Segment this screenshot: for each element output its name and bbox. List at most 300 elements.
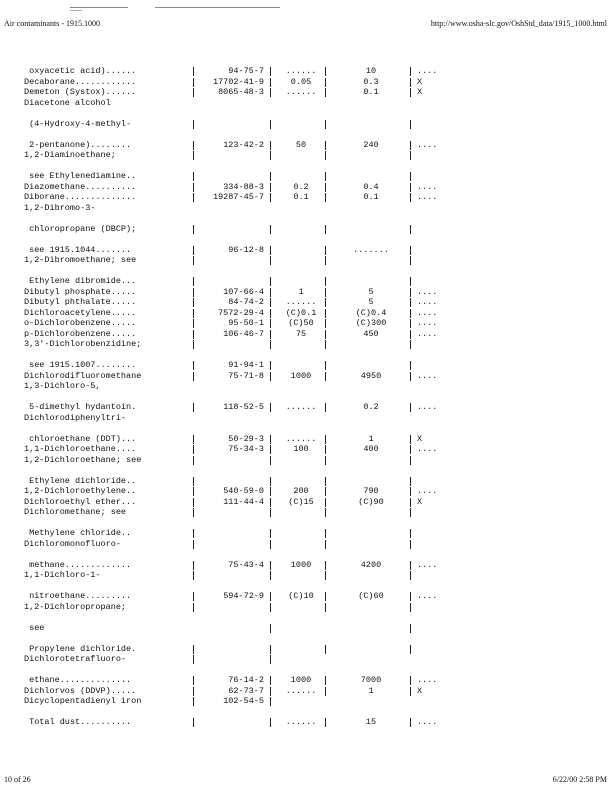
row-cas-number: 19287-45-7	[212, 192, 264, 202]
row-skin-designation: ....	[417, 370, 438, 381]
column-rule	[410, 88, 411, 97]
column-rule	[193, 445, 194, 454]
column-rule	[325, 183, 326, 192]
column-rule	[325, 592, 326, 601]
table-row	[0, 339, 611, 349]
row-name: Dichloromethane; see	[24, 507, 127, 517]
column-rule	[270, 361, 271, 370]
row-mg-per-m3: 0.2	[363, 402, 379, 412]
table-row	[0, 602, 611, 612]
row-ppm: ......	[285, 66, 317, 76]
print-datetime: 6/22/00 2:58 PM	[552, 775, 607, 784]
column-rule	[410, 172, 411, 181]
column-rule	[193, 330, 194, 339]
column-rule	[193, 687, 194, 696]
row-name: (4-Hydroxy-4-methyl-	[24, 118, 132, 129]
table-row	[0, 696, 611, 706]
table-row	[0, 203, 611, 213]
table-row	[0, 591, 611, 601]
row-cas-number: 123-42-2	[223, 139, 264, 150]
row-name: see Ethylenediamine..	[24, 171, 137, 181]
column-rule	[193, 435, 194, 444]
row-cas-number: 91-94-1	[228, 360, 264, 370]
row-cas-number: 95-50-1	[228, 318, 264, 328]
column-rule	[270, 277, 271, 286]
row-name: 5-dimethyl hydantoin.	[24, 402, 137, 412]
row-cas-number: 118-52-5	[223, 402, 264, 412]
row-cas-number: 334-88-3	[223, 181, 264, 192]
column-rule	[270, 508, 271, 517]
column-rule	[325, 676, 326, 685]
page-url: http://www.osha-slc.gov/OshStd_data/1915_1000.html	[430, 19, 607, 28]
table-row	[0, 444, 611, 454]
row-cas-number: 75-34-3	[228, 444, 264, 454]
row-mg-per-m3: 1	[368, 685, 374, 696]
column-rule	[410, 372, 411, 381]
column-rule	[193, 120, 194, 129]
column-rule	[193, 676, 194, 685]
column-rule	[325, 246, 326, 255]
column-rule	[193, 477, 194, 486]
row-mg-per-m3: 0.1	[363, 87, 379, 97]
table-row	[0, 717, 611, 727]
row-ppm: 0.1	[293, 192, 309, 202]
column-rule	[270, 372, 271, 381]
column-rule	[270, 256, 271, 265]
table-row	[0, 623, 611, 633]
column-rule	[193, 78, 194, 87]
row-mg-per-m3: 0.1	[363, 192, 379, 202]
table-row	[0, 276, 611, 286]
row-name: Dibutyl phosphate.....	[24, 286, 137, 297]
column-rule	[410, 78, 411, 87]
row-cas-number: 17702-41-9	[212, 76, 264, 87]
table-row	[0, 707, 611, 717]
row-name: Methylene chloride..	[24, 528, 132, 538]
row-ppm: ......	[285, 297, 317, 307]
column-rule	[410, 508, 411, 517]
table-row	[0, 224, 611, 234]
column-rule	[325, 141, 326, 150]
column-rule	[193, 529, 194, 538]
row-cas-number: 540-59-0	[223, 486, 264, 496]
row-cas-number: 96-12-8	[228, 244, 264, 255]
column-rule	[410, 330, 411, 339]
row-skin-designation: ....	[417, 444, 438, 454]
column-rule	[193, 309, 194, 318]
row-skin-designation: ....	[417, 486, 438, 496]
row-ppm: 1	[298, 286, 304, 297]
table-row	[0, 675, 611, 685]
column-rule	[193, 298, 194, 307]
row-ppm: ......	[285, 685, 317, 696]
column-rule	[270, 592, 271, 601]
column-rule	[410, 256, 411, 265]
row-ppm: ......	[285, 87, 317, 97]
row-name: 1,2-Dichloroethane; see	[24, 454, 142, 465]
table-row	[0, 255, 611, 265]
table-row	[0, 413, 611, 423]
column-rule	[325, 309, 326, 318]
row-cas-number: 75-43-4	[228, 559, 264, 570]
column-rule	[270, 718, 271, 727]
column-rule	[270, 246, 271, 255]
table-row	[0, 98, 611, 108]
row-skin-designation: ....	[417, 318, 438, 328]
column-rule	[193, 246, 194, 255]
row-name: methane.............	[24, 559, 132, 570]
column-rule	[410, 183, 411, 192]
column-rule	[325, 498, 326, 507]
column-rule	[325, 225, 326, 234]
table-row	[0, 234, 611, 244]
row-name: 1,1-Dichloroethane....	[24, 444, 137, 454]
table-row	[0, 539, 611, 549]
row-cas-number: 75-71-8	[228, 370, 264, 381]
column-rule	[193, 288, 194, 297]
column-rule	[270, 445, 271, 454]
column-rule	[193, 592, 194, 601]
row-skin-designation: X	[417, 76, 423, 87]
column-rule	[193, 151, 194, 160]
row-skin-designation: ....	[417, 591, 438, 601]
column-rule	[193, 88, 194, 97]
column-rule	[270, 456, 271, 465]
row-cas-number: 62-73-7	[228, 685, 264, 696]
table-row	[0, 287, 611, 297]
row-ppm: ......	[285, 433, 317, 444]
row-ppm: 75	[295, 328, 307, 339]
column-rule	[193, 225, 194, 234]
table-row	[0, 77, 611, 87]
row-mg-per-m3: 15	[365, 717, 377, 727]
row-cas-number: 106-46-7	[223, 328, 264, 339]
column-rule	[270, 624, 271, 633]
column-rule	[325, 88, 326, 97]
row-cas-number: 8065-48-3	[218, 87, 264, 97]
table-row	[0, 423, 611, 433]
table-row	[0, 318, 611, 328]
table-row	[0, 486, 611, 496]
column-rule	[193, 456, 194, 465]
row-ppm: 50	[295, 139, 307, 150]
table-row	[0, 644, 611, 654]
column-rule	[410, 319, 411, 328]
row-mg-per-m3: 5	[368, 286, 374, 297]
column-rule	[410, 456, 411, 465]
row-skin-designation: X	[417, 87, 423, 97]
column-rule	[325, 67, 326, 76]
row-cas-number: 94-75-7	[228, 66, 264, 76]
column-rule	[270, 141, 271, 150]
row-mg-per-m3: (C)0.4	[355, 307, 387, 318]
column-rule	[270, 655, 271, 664]
column-rule	[270, 676, 271, 685]
row-name: oxyacetic acid)......	[24, 66, 137, 76]
row-ppm: 0.05	[290, 76, 312, 87]
row-name: Propylene dichloride.	[24, 643, 137, 654]
column-rule	[270, 309, 271, 318]
table-row	[0, 297, 611, 307]
column-rule	[410, 498, 411, 507]
column-rule	[193, 277, 194, 286]
column-rule	[270, 603, 271, 612]
table-row	[0, 392, 611, 402]
row-name: Ethylene dibromide...	[24, 276, 137, 286]
row-mg-per-m3: 1	[368, 433, 374, 444]
page-number: 10 of 26	[4, 775, 31, 784]
row-ppm: (C)15	[288, 496, 314, 507]
column-rule	[270, 687, 271, 696]
row-ppm: 1000	[290, 370, 312, 381]
table-row	[0, 476, 611, 486]
column-rule	[270, 477, 271, 486]
row-mg-per-m3: 790	[363, 486, 379, 496]
table-row	[0, 329, 611, 339]
column-rule	[325, 78, 326, 87]
column-rule	[270, 78, 271, 87]
column-rule	[193, 361, 194, 370]
column-rule	[410, 676, 411, 685]
row-mg-per-m3: (C)300	[355, 318, 387, 328]
column-rule	[410, 246, 411, 255]
table-row	[0, 87, 611, 97]
row-name: chloroethane (DDT)...	[24, 433, 137, 444]
row-mg-per-m3: (C)90	[358, 496, 384, 507]
row-skin-designation: ....	[417, 675, 438, 685]
column-rule	[193, 697, 194, 706]
row-cas-number: 111-44-4	[223, 496, 264, 507]
column-rule	[410, 718, 411, 727]
row-name: Dibutyl phthalate.....	[24, 297, 137, 307]
table-row	[0, 633, 611, 643]
table-row	[0, 192, 611, 202]
column-rule	[325, 645, 326, 654]
row-name: Diazomethane..........	[24, 181, 137, 192]
table-row	[0, 434, 611, 444]
table-row	[0, 612, 611, 622]
column-rule	[270, 319, 271, 328]
row-mg-per-m3: 5	[368, 297, 374, 307]
column-rule	[325, 508, 326, 517]
row-name: 1,1-Dichloro-1-	[24, 570, 101, 580]
column-rule	[270, 571, 271, 580]
column-rule	[270, 298, 271, 307]
column-rule	[325, 435, 326, 444]
column-rule	[325, 456, 326, 465]
column-rule	[410, 571, 411, 580]
column-rule	[410, 403, 411, 412]
row-ppm: 1000	[290, 675, 312, 685]
column-rule	[410, 435, 411, 444]
row-ppm: 100	[293, 444, 309, 454]
row-name: see	[24, 622, 45, 633]
table-row	[0, 129, 611, 139]
row-skin-designation: X	[417, 496, 423, 507]
row-ppm: (C)0.1	[285, 307, 317, 318]
row-name: see 1915.1007........	[24, 360, 137, 370]
column-rule	[410, 288, 411, 297]
table-row	[0, 182, 611, 192]
row-name: 1,3-Dichloro-5,	[24, 381, 101, 391]
row-name: see 1915.1044.......	[24, 244, 132, 255]
column-rule	[193, 340, 194, 349]
row-mg-per-m3: 450	[363, 328, 379, 339]
table-row	[0, 150, 611, 160]
row-cas-number: 102-54-5	[223, 696, 264, 706]
column-rule	[270, 403, 271, 412]
row-name: Demeton (Systox)......	[24, 87, 137, 97]
column-rule	[325, 172, 326, 181]
row-mg-per-m3: 4950	[360, 370, 382, 381]
table-row	[0, 402, 611, 412]
table-row	[0, 108, 611, 118]
row-cas-number: 76-14-2	[228, 675, 264, 685]
table-row	[0, 665, 611, 675]
row-mg-per-m3: 400	[363, 444, 379, 454]
column-rule	[325, 256, 326, 265]
column-rule	[410, 487, 411, 496]
column-rule	[270, 67, 271, 76]
row-cas-number: 84-74-2	[228, 297, 264, 307]
column-rule	[325, 319, 326, 328]
row-name: Dichlorotetrafluoro-	[24, 654, 127, 664]
column-rule	[325, 718, 326, 727]
column-rule	[410, 477, 411, 486]
column-rule	[325, 340, 326, 349]
row-cas-number: 107-66-4	[223, 286, 264, 297]
column-rule	[410, 141, 411, 150]
column-rule	[410, 340, 411, 349]
row-name: Total dust..........	[24, 717, 132, 727]
row-ppm: 200	[293, 486, 309, 496]
column-rule	[325, 120, 326, 129]
column-rule	[270, 498, 271, 507]
row-name: chloropropane (DBCP);	[24, 223, 137, 234]
column-rule	[193, 256, 194, 265]
row-skin-designation: ....	[417, 717, 438, 727]
column-rule	[270, 340, 271, 349]
row-skin-designation: ....	[417, 181, 438, 192]
column-rule	[270, 172, 271, 181]
column-rule	[270, 487, 271, 496]
row-mg-per-m3: 0.4	[363, 181, 379, 192]
column-rule	[270, 435, 271, 444]
column-rule	[325, 151, 326, 160]
row-ppm: 0.2	[293, 181, 309, 192]
row-name: Dichloroacetylene.....	[24, 307, 137, 318]
column-rule	[410, 445, 411, 454]
column-rule	[270, 529, 271, 538]
column-rule	[325, 540, 326, 549]
table-row	[0, 518, 611, 528]
table-row	[0, 360, 611, 370]
row-ppm: ......	[285, 717, 317, 727]
column-rule	[410, 603, 411, 612]
column-rule	[270, 193, 271, 202]
table-row	[0, 455, 611, 465]
table-row	[0, 213, 611, 223]
row-skin-designation: ....	[417, 402, 438, 412]
table-row	[0, 570, 611, 580]
table-row	[0, 560, 611, 570]
row-name: Dichlorodiphenyltri-	[24, 412, 127, 423]
row-name: o-Dichlorobenzene.....	[24, 318, 137, 328]
table-row	[0, 140, 611, 150]
row-name: p-Dichlorobenzene.....	[24, 328, 137, 339]
column-rule	[270, 288, 271, 297]
table-row	[0, 654, 611, 664]
column-rule	[325, 277, 326, 286]
table-row	[0, 161, 611, 171]
column-rule	[193, 193, 194, 202]
row-skin-designation: X	[417, 685, 423, 696]
row-cas-number: 50-29-3	[228, 433, 264, 444]
column-rule	[193, 183, 194, 192]
column-rule	[410, 645, 411, 654]
row-skin-designation: ....	[417, 139, 438, 150]
row-mg-per-m3: .......	[353, 244, 389, 255]
row-ppm: ......	[285, 402, 317, 412]
column-rule	[410, 193, 411, 202]
row-name: Decaborane............	[24, 76, 137, 87]
table-row	[0, 308, 611, 318]
column-rule	[193, 603, 194, 612]
row-name: ethane..............	[24, 675, 132, 685]
column-rule	[193, 487, 194, 496]
column-rule	[193, 319, 194, 328]
column-rule	[193, 561, 194, 570]
column-rule	[270, 225, 271, 234]
column-rule	[270, 697, 271, 706]
row-mg-per-m3: (C)60	[358, 591, 384, 601]
table-row	[0, 381, 611, 391]
row-name: Dichloromonofluoro-	[24, 538, 121, 549]
column-rule	[270, 330, 271, 339]
column-rule	[193, 645, 194, 654]
row-name: Diborane..............	[24, 192, 137, 202]
column-rule	[325, 529, 326, 538]
row-ppm: (C)50	[288, 318, 314, 328]
column-rule	[410, 361, 411, 370]
table-row	[0, 686, 611, 696]
column-rule	[193, 655, 194, 664]
row-name: Diacetone alcohol	[24, 97, 111, 108]
column-rule	[325, 571, 326, 580]
page-title: Air contaminants - 1915.1000	[4, 19, 100, 28]
row-skin-designation: ....	[417, 297, 438, 307]
column-rule	[325, 361, 326, 370]
table-row	[0, 66, 611, 76]
column-rule	[325, 561, 326, 570]
column-rule	[410, 151, 411, 160]
table-row	[0, 350, 611, 360]
row-name: 1,2-Dichloroethylene..	[24, 486, 137, 496]
column-rule	[193, 403, 194, 412]
table-row	[0, 245, 611, 255]
column-rule	[193, 372, 194, 381]
row-name: 1,2-Dibromo-3-	[24, 202, 96, 213]
row-mg-per-m3: 10	[365, 66, 377, 76]
column-rule	[325, 603, 326, 612]
column-rule	[410, 277, 411, 286]
column-rule	[193, 67, 194, 76]
row-skin-designation: X	[417, 433, 423, 444]
table-row	[0, 465, 611, 475]
column-rule	[193, 141, 194, 150]
column-rule	[410, 687, 411, 696]
column-rule	[410, 67, 411, 76]
